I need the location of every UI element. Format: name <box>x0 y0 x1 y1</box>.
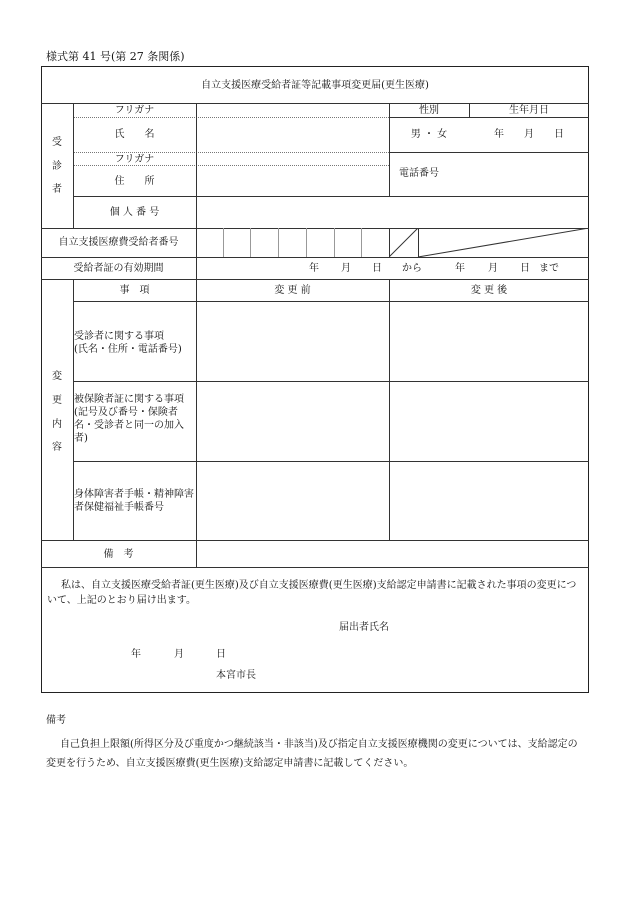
validity-from: から <box>402 263 422 274</box>
submitter-label: 届出者氏名 <box>339 622 389 633</box>
validity-year-1: 年 <box>309 263 319 274</box>
phone-label: 電話番号 <box>399 168 439 179</box>
submitter-name-field[interactable] <box>395 618 585 634</box>
changes-section-label-4: 容 <box>52 442 62 453</box>
personal-number-field[interactable] <box>197 197 588 227</box>
validity-month-2: 月 <box>488 263 498 274</box>
after-field-1[interactable] <box>390 302 588 380</box>
notes-title: 備考 <box>46 715 66 726</box>
after-header: 変 更 後 <box>470 285 508 296</box>
furigana-label: フリガナ <box>114 105 155 116</box>
changes-section-label-3: 内 <box>52 419 62 430</box>
change-item-patient: 受診者に関する事項 (氏名・住所・電話番号) <box>74 331 182 355</box>
item-header: 事 項 <box>119 285 150 296</box>
form-number: 様式第 41 号(第 27 条関係) <box>46 50 185 63</box>
declaration-text: 私は、自立支援医療受給者証(更生医療)及び自立支援医療費(更生医療)支給認定申請書に記載された事項の変更について、上記のとおり届け出ます。 <box>47 580 577 606</box>
furigana-label-2: フリガナ <box>114 154 155 165</box>
date-month: 月 <box>174 649 184 660</box>
address-field[interactable] <box>197 166 388 195</box>
birthdate-field[interactable]: 年 月 日 <box>494 129 564 140</box>
patient-section-label-3: 者 <box>52 184 62 195</box>
form-title: 自立支援医療受給者証等記載事項変更届(更生医療) <box>201 80 429 91</box>
recipient-number-field[interactable] <box>197 229 388 256</box>
before-header: 変 更 前 <box>274 285 311 296</box>
addressee: 本宮市長 <box>216 670 256 681</box>
personal-number-label: 個 人 番 号 <box>109 207 160 218</box>
change-item-insurance: 被保険者証に関する事項(記号及び番号・保険者名・受診者と同一の加入者) <box>74 394 184 444</box>
validity-label: 受給者証の有効期間 <box>73 263 164 274</box>
name-label: 氏 名 <box>114 129 155 140</box>
after-field-2[interactable] <box>390 382 588 460</box>
date-day: 日 <box>216 649 226 660</box>
phone-field[interactable] <box>450 153 588 195</box>
patient-section-label-1: 受 <box>52 137 62 148</box>
gender-options[interactable]: 男 ・ 女 <box>410 129 448 140</box>
birthdate-label: 生年月日 <box>509 105 549 116</box>
validity-month-1: 月 <box>341 263 351 274</box>
patient-section-label-2: 診 <box>52 161 62 172</box>
remarks-field[interactable] <box>197 541 588 566</box>
before-field-3[interactable] <box>197 462 388 539</box>
validity-day-2: 日 <box>520 263 530 274</box>
remarks-label: 備 考 <box>103 549 134 560</box>
before-field-1[interactable] <box>197 302 388 380</box>
notes-body: 自己負担上限額(所得区分及び重度かつ継続該当・非該当)及び指定自立支援医療機関の変更については、支給認定の変更を行うため、自立支援医療費(更生医療)支給認定申請書に記載してください。 <box>46 739 578 769</box>
validity-day-1: 日 <box>372 263 382 274</box>
furigana-field[interactable] <box>197 104 388 116</box>
validity-year-2: 年 <box>455 263 465 274</box>
recipient-number-label: 自立支援医療費受給者番号 <box>58 237 179 248</box>
changes-section-label-2: 更 <box>52 395 62 406</box>
change-item-handbook: 身体障害者手帳・精神障害者保健福祉手帳番号 <box>74 489 194 513</box>
changes-section-label-1: 変 <box>52 371 62 382</box>
diagonal-strike <box>389 228 589 257</box>
date-year: 年 <box>131 649 141 660</box>
name-field[interactable] <box>197 118 388 151</box>
address-label: 住 所 <box>114 176 155 187</box>
after-field-3[interactable] <box>390 462 588 539</box>
gender-label: 性別 <box>419 105 439 116</box>
validity-until: まで <box>539 263 559 274</box>
before-field-2[interactable] <box>197 382 388 460</box>
